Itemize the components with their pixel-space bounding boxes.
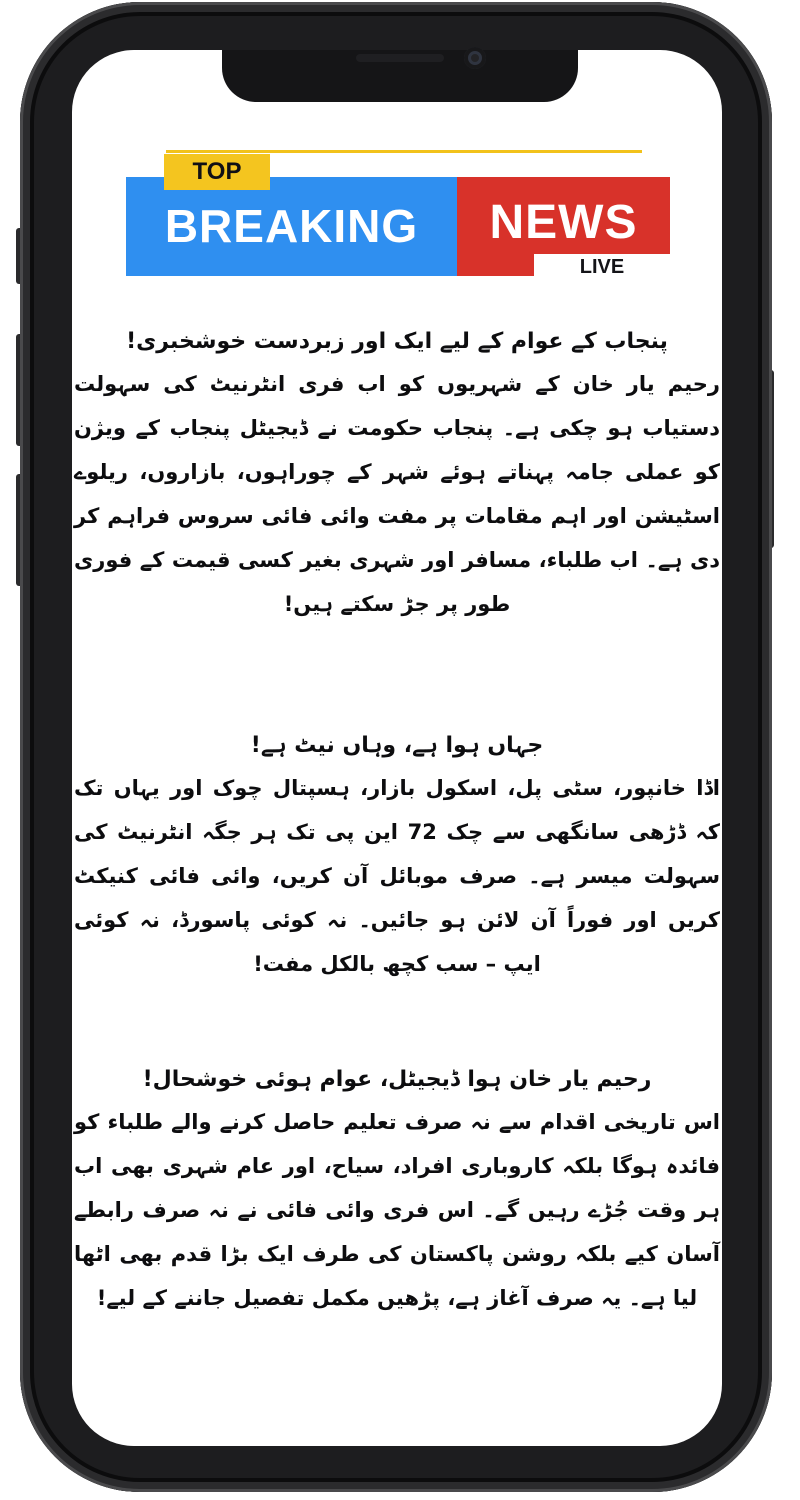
- banner-breaking-box: [126, 177, 457, 276]
- section-2-body: اڈا خانپور، سٹی پل، اسکول بازار، ہسپتال چوک اور یہاں تک کہ ڈڑھی سانگھی سے چک 72 این پی تک ہر جگہ انٹرنیٹ کی سہولت میسر ہے۔ صرف موبائل آن کریں، وائی فائی کنیکٹ کریں اور فوراً آن لائن ہو جائیں۔ نہ کوئی پاسورڈ، نہ کوئی ایپ – سب کچھ بالکل مفت!: [74, 776, 720, 976]
- banner-live-tag: LIVE: [534, 254, 670, 280]
- section-3-headline: رحیم یار خان ہوا ڈیجیٹل، عوام ہوئی خوشحال!: [142, 1067, 652, 1092]
- banner-breaking-label: BREAKING: [164, 200, 419, 252]
- article-section-3: [74, 1060, 720, 1320]
- section-3-body: اس تاریخی اقدام سے نہ صرف تعلیم حاصل کرنے والے طلباء کو فائدہ ہوگا بلکہ کاروباری افراد، سیاح، اور عام شہری بھی اب ہر وقت جُڑے رہیں گے۔ اس فری وائی فائی نے نہ صرف رابطے آسان کیے بلکہ روشن پاکستان کی طرف ایک بڑا قدم بھی اٹھا لیا ہے۔ یہ صرف آغاز ہے، پڑھیں مکمل تفصیل جاننے کے لیے!: [74, 1110, 720, 1310]
- breaking-news-banner: [126, 150, 670, 280]
- article-section-1: [74, 322, 720, 626]
- banner-top-tag: TOP: [164, 154, 270, 190]
- speaker-grille: [356, 54, 444, 62]
- front-camera-icon: [464, 47, 486, 69]
- banner-accent-line: [166, 150, 642, 153]
- section-2-headline: جہاں ہوا ہے، وہاں نیٹ ہے!: [250, 733, 544, 758]
- section-1-body: رحیم یار خان کے شہریوں کو اب فری انٹرنیٹ کی سہولت دستیاب ہو چکی ہے۔ پنجاب حکومت نے ڈیجیٹل پنجاب کے ویژن کو عملی جامہ پہناتے ہوئے شہر کے چوراہوں، بازاروں، ریلوے اسٹیشن اور اہم مقامات پر مفت وائی فائی سروس فراہم کر دی ہے۔ اب طلباء، مسافر اور شہری بغیر کسی قیمت کے فوری طور پر جڑ سکتے ہیں!: [74, 372, 720, 616]
- section-1-headline: پنجاب کے عوام کے لیے ایک اور زبردست خوشخبری!: [126, 329, 668, 354]
- banner-news-label: NEWS: [489, 196, 638, 249]
- article-section-2: [74, 726, 720, 986]
